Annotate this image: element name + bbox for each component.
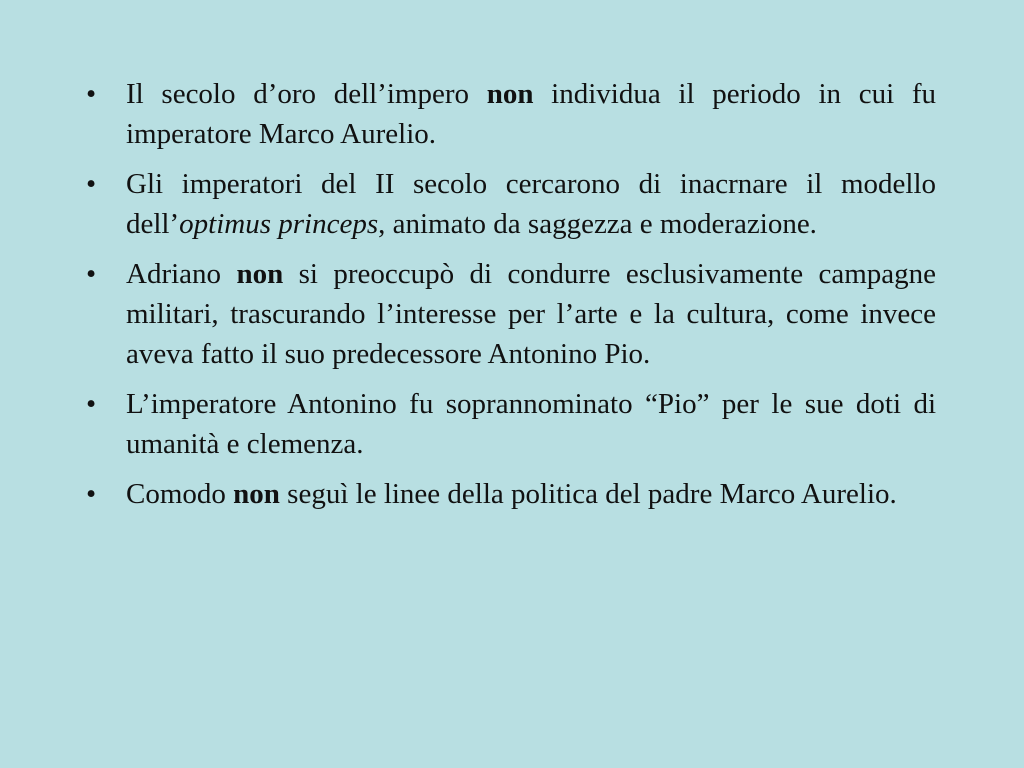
bullet-item-2 — [86, 164, 936, 244]
bullet-icon: • — [86, 388, 97, 420]
bullet-icon: • — [86, 78, 97, 110]
emphasis-bold: non — [233, 478, 280, 510]
bullet-list — [86, 74, 936, 514]
text-segment: si preoccupò di condurre esclusivamente campagne militari, trascurando l’interesse per l’arte e la cultura, come invece aveva fatto il suo predecessore Antonino Pio. — [126, 258, 937, 370]
text-segment: , animato da saggezza e moderazione. — [378, 208, 817, 240]
text-segment: L’imperatore Antonino fu soprannominato “Pio” per le sue doti di umanità e clemenza. — [126, 388, 936, 460]
bullet-icon: • — [86, 258, 97, 290]
bullet-icon: • — [86, 168, 97, 200]
text-segment: Comodo — [126, 478, 234, 510]
text-segment: Gli imperatori del II secolo cercarono di inacrnare il modello dell’ — [126, 168, 936, 240]
emphasis-bold: non — [486, 78, 534, 110]
emphasis-bold: non — [236, 258, 284, 290]
bullet-text — [126, 388, 936, 460]
emphasis-italic: optimus princeps — [179, 208, 379, 240]
bullet-item-3 — [86, 254, 936, 374]
bullet-item-1 — [86, 74, 936, 154]
text-segment: individua il periodo in cui fu imperatore Marco Aurelio. — [126, 78, 937, 150]
bullet-icon: • — [86, 478, 97, 510]
bullet-text — [126, 258, 936, 370]
bullet-text — [126, 478, 897, 510]
text-segment: Adriano — [126, 258, 237, 290]
bullet-text — [126, 168, 936, 240]
bullet-item-5 — [86, 474, 936, 514]
text-segment: Il secolo d’oro dell’impero — [126, 78, 487, 110]
bullet-item-4 — [86, 384, 936, 464]
text-segment: seguì le linee della politica del padre Marco Aurelio. — [279, 478, 897, 510]
bullet-text — [126, 78, 936, 150]
